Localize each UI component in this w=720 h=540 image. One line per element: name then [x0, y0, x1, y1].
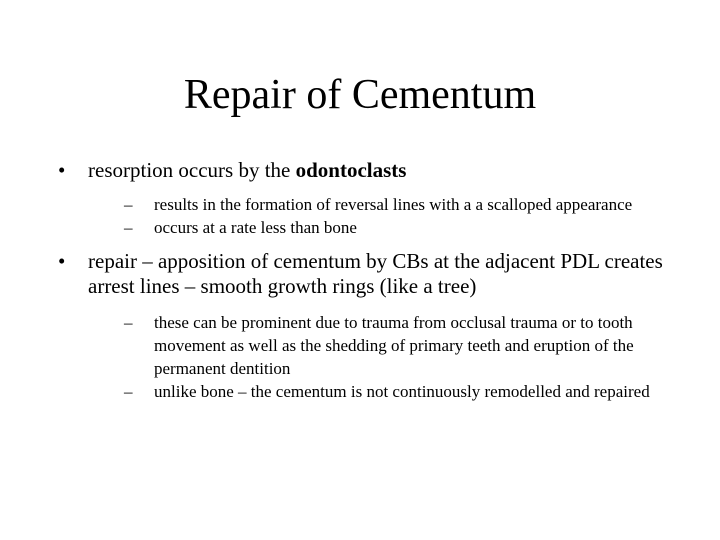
- sub-bullet-text: unlike bone – the cementum is not continuously remodelled and repaired: [154, 382, 650, 401]
- sub-bullet-item: [124, 193, 698, 216]
- bullet-text-regular: resorption occurs by the: [88, 158, 296, 182]
- bullet-text-bold: odontoclasts: [295, 158, 407, 182]
- bullet-item: [58, 158, 698, 239]
- sub-bullet-marker: –: [124, 195, 133, 214]
- sub-bullet-text: results in the formation of reversal lines with a a scalloped appearance: [154, 195, 633, 214]
- sub-bullet-list: [88, 311, 698, 403]
- bullet-text: repair – apposition of cementum by CBs at the adjacent PDL creates arrest lines – smooth growth rings (like a tree): [88, 249, 663, 298]
- sub-bullet-text: these can be prominent due to trauma from occlusal trauma or to tooth movement as well as the shedding of primary teeth and eruption of the permanent dentition: [154, 313, 634, 378]
- bullet-text: [88, 158, 698, 183]
- sub-bullet-text: occurs at a rate less than bone: [154, 218, 357, 237]
- sub-bullet-marker: –: [124, 382, 133, 401]
- sub-bullet-marker: –: [124, 218, 133, 237]
- bullet-marker: •: [58, 158, 66, 182]
- slide-body: [58, 158, 698, 403]
- sub-bullet-marker: –: [124, 313, 133, 332]
- sub-bullet-item: [124, 311, 698, 380]
- slide-title: Repair of Cementum: [183, 72, 537, 118]
- sub-bullet-item: [124, 216, 698, 239]
- bullet-item: [58, 249, 698, 403]
- sub-bullet-item: [124, 380, 698, 403]
- sub-bullet-list: [88, 193, 698, 239]
- bullet-marker: •: [58, 249, 66, 273]
